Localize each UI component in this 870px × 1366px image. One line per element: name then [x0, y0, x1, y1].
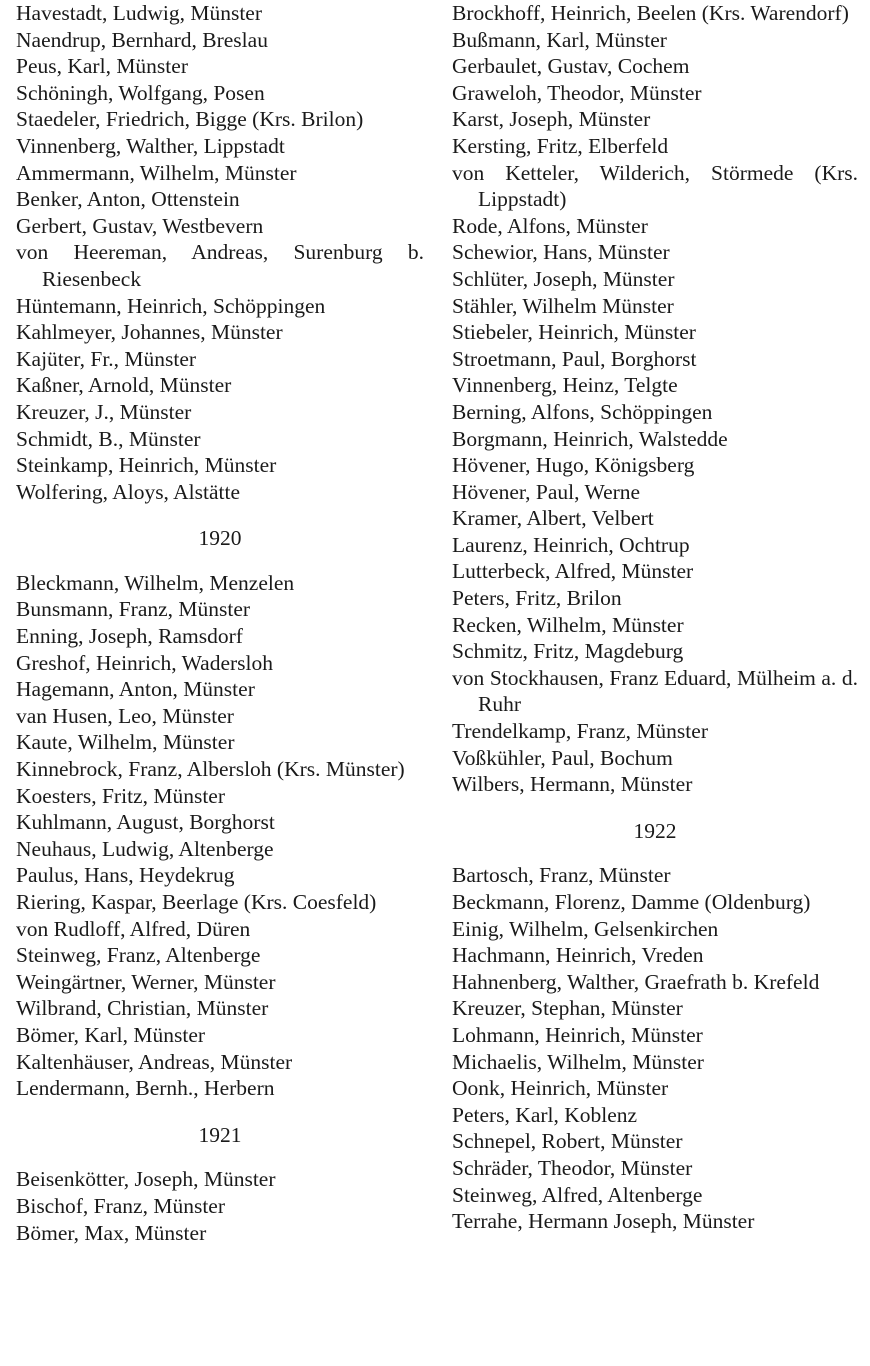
list-item: Naendrup, Bernhard, Breslau	[16, 27, 268, 52]
list-item: Kuhlmann, August, Borghorst	[16, 810, 275, 835]
list-item: Schöningh, Wolfgang, Posen	[16, 80, 265, 105]
list-item: Ammermann, Wilhelm, Münster	[16, 160, 297, 185]
list-item: Bömer, Max, Münster	[16, 1220, 207, 1245]
list-item: Stroetmann, Paul, Borghorst	[452, 346, 697, 371]
list-item: Lendermann, Bernh., Herbern	[16, 1076, 275, 1101]
list-item: von Heereman, Andreas, Surenburg b. Riesenbeck	[16, 240, 424, 291]
list-item: Oonk, Heinrich, Münster	[452, 1076, 669, 1101]
list-item: Borgmann, Heinrich, Walstedde	[452, 426, 728, 451]
list-item: Terrahe, Hermann Joseph, Münster	[452, 1209, 755, 1234]
list-item: Havestadt, Ludwig, Münster	[16, 1, 263, 25]
list-item: Bußmann, Karl, Münster	[452, 27, 667, 52]
list-item: Gerbert, Gustav, Westbevern	[16, 213, 264, 238]
year-heading-1920: 1920	[198, 526, 242, 551]
list-item: Kramer, Albert, Velbert	[452, 506, 654, 531]
list-item: Kajüter, Fr., Münster	[16, 346, 197, 371]
list-item: Lutterbeck, Alfred, Münster	[452, 559, 694, 584]
list-item: Peters, Fritz, Brilon	[452, 586, 622, 611]
list-item: Bleckmann, Wilhelm, Menzelen	[16, 570, 295, 595]
list-item: Steinkamp, Heinrich, Münster	[16, 453, 277, 478]
list-item: Steinweg, Alfred, Altenberge	[452, 1182, 703, 1207]
list-item: Stiebeler, Heinrich, Münster	[452, 320, 696, 345]
list-item: von Rudloff, Alfred, Düren	[16, 916, 251, 941]
list-item: Steinweg, Franz, Altenberge	[16, 943, 261, 968]
left-column	[16, 0, 424, 1246]
list-item: Michaelis, Wilhelm, Münster	[452, 1049, 704, 1074]
list-item: Voßkühler, Paul, Bochum	[452, 745, 673, 770]
name-list-1921	[16, 1166, 424, 1246]
list-item: Paulus, Hans, Heydekrug	[16, 863, 235, 888]
list-item: Gerbaulet, Gustav, Cochem	[452, 54, 690, 79]
list-item: Kahlmeyer, Johannes, Münster	[16, 320, 283, 345]
list-item: Karst, Joseph, Münster	[452, 107, 651, 132]
list-item: Enning, Joseph, Ramsdorf	[16, 624, 243, 649]
list-item: Wilbers, Hermann, Münster	[452, 772, 693, 797]
list-item: Trendelkamp, Franz, Münster	[452, 719, 708, 744]
list-item: Beckmann, Florenz, Damme (Oldenburg)	[452, 890, 811, 914]
list-item: Koesters, Fritz, Münster	[16, 783, 225, 808]
list-item: Kreuzer, Stephan, Münster	[452, 996, 683, 1021]
list-item: Vinnenberg, Heinz, Telgte	[452, 373, 678, 398]
list-item: Vinnenberg, Walther, Lippstadt	[16, 133, 285, 158]
list-item: Kaßner, Arnold, Münster	[16, 373, 232, 398]
list-item: Recken, Wilhelm, Münster	[452, 612, 684, 637]
list-item: Brockhoff, Heinrich, Beelen (Krs. Warendorf)	[452, 1, 849, 25]
list-item: Riering, Kaspar, Beerlage (Krs. Coesfeld)	[16, 890, 377, 914]
list-item: Schmidt, B., Münster	[16, 426, 201, 451]
year-heading-1922: 1922	[633, 818, 677, 843]
list-item: Wilbrand, Christian, Münster	[16, 996, 269, 1021]
list-item: Bunsmann, Franz, Münster	[16, 597, 251, 622]
list-item: Graweloh, Theodor, Münster	[452, 80, 702, 105]
list-item: Weingärtner, Werner, Münster	[16, 969, 276, 994]
list-item: Kaute, Wilhelm, Münster	[16, 730, 235, 755]
list-item: Schmitz, Fritz, Magdeburg	[452, 639, 684, 664]
list-item: Greshof, Heinrich, Wadersloh	[16, 650, 273, 675]
name-list-continued	[452, 0, 858, 798]
list-item: Neuhaus, Ludwig, Altenberge	[16, 836, 274, 861]
list-item: Peus, Karl, Münster	[16, 54, 188, 79]
list-item: Hachmann, Heinrich, Vreden	[452, 943, 704, 968]
list-item: Stähler, Wilhelm Münster	[452, 293, 674, 318]
list-item: Kreuzer, J., Münster	[16, 399, 192, 424]
list-item: Beisenkötter, Joseph, Münster	[16, 1167, 276, 1192]
list-item: Laurenz, Heinrich, Ochtrup	[452, 532, 690, 557]
list-item: Hövener, Paul, Werne	[452, 479, 641, 504]
list-item: Peters, Karl, Koblenz	[452, 1102, 638, 1127]
list-item: Bömer, Karl, Münster	[16, 1022, 206, 1047]
list-item: Bartosch, Franz, Münster	[452, 863, 671, 888]
list-item: Kinnebrock, Franz, Albersloh (Krs. Münster)	[16, 757, 405, 782]
right-column	[452, 0, 858, 1235]
name-list	[16, 0, 424, 505]
list-item: Schräder, Theodor, Münster	[452, 1155, 693, 1180]
name-list-1920	[16, 570, 424, 1102]
list-item: von Stockhausen, Franz Eduard, Mülheim a. d. Ruhr	[452, 665, 858, 717]
list-item: Schnepel, Robert, Münster	[452, 1129, 683, 1154]
list-item: Wolfering, Aloys, Alstätte	[16, 479, 240, 504]
list-item: van Husen, Leo, Münster	[16, 703, 234, 728]
list-item: Schlüter, Joseph, Münster	[452, 266, 675, 291]
list-item: von Ketteler, Wilderich, Störmede (Krs. Lippstadt)	[452, 160, 858, 212]
list-item: Einig, Wilhelm, Gelsenkirchen	[452, 916, 719, 941]
list-item: Hahnenberg, Walther, Graefrath b. Krefeld	[452, 969, 820, 994]
list-item: Schewior, Hans, Münster	[452, 240, 670, 265]
name-list-1922	[452, 862, 858, 1234]
list-item: Hövener, Hugo, Königsberg	[452, 453, 695, 478]
year-heading-1921: 1921	[198, 1122, 242, 1147]
list-item: Kersting, Fritz, Elberfeld	[452, 133, 669, 158]
list-item: Berning, Alfons, Schöppingen	[452, 399, 713, 424]
list-item: Lohmann, Heinrich, Münster	[452, 1022, 703, 1047]
list-item: Benker, Anton, Ottenstein	[16, 187, 240, 212]
list-item: Bischof, Franz, Münster	[16, 1193, 225, 1218]
list-item: Rode, Alfons, Münster	[452, 213, 648, 238]
list-item: Hüntemann, Heinrich, Schöppingen	[16, 293, 326, 318]
list-item: Hagemann, Anton, Münster	[16, 677, 255, 702]
list-item: Kaltenhäuser, Andreas, Münster	[16, 1049, 293, 1074]
list-item: Staedeler, Friedrich, Bigge (Krs. Brilon)	[16, 107, 364, 132]
